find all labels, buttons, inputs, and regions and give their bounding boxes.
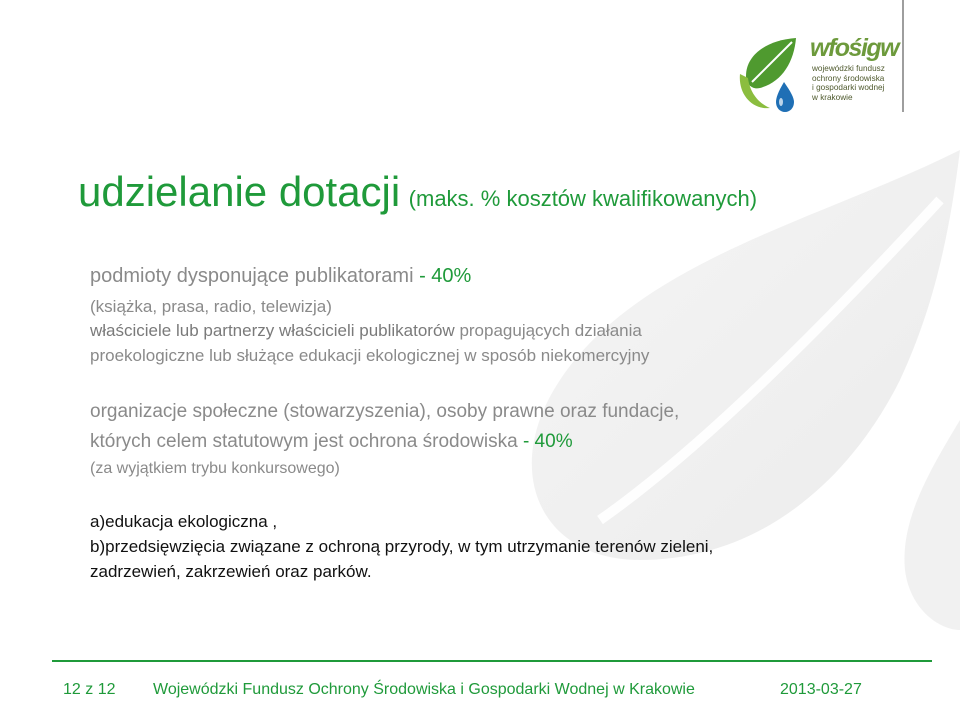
title-main: udzielanie dotacji [78, 168, 401, 215]
slide-title [78, 168, 757, 216]
logo-subtitle [812, 64, 902, 102]
section1-percentage: - 40% [413, 265, 472, 287]
section1-line3-dark: właściciele lub partnerzy właścicieli publikatorów [90, 321, 460, 340]
logo-subtitle-line: w krakowie [812, 92, 853, 102]
logo-subtitle-line: ochrony środowiska [812, 73, 885, 83]
section1-line4: proekologiczne lub służące edukacji ekologicznej w sposób niekomercyjny [90, 346, 650, 365]
footer-divider [52, 660, 932, 662]
footer-date: 2013-03-27 [780, 681, 862, 698]
section3-line1: a)edukacja ekologiczna , [90, 512, 278, 531]
section1-line1-text: podmioty dysponujące publikatorami [90, 265, 414, 287]
leaf-drop-logo-icon [738, 34, 810, 114]
footer-organization: Wojewódzki Fundusz Ochrony Środowiska i Gospodarki Wodnej w Krakowie [153, 681, 695, 698]
section2-line1: organizacje społeczne (stowarzyszenia), osoby prawne oraz fundacje, [90, 401, 680, 422]
footer-page-number: 12 z 12 [63, 681, 116, 698]
logo-divider [902, 0, 904, 112]
section2-line2 [90, 431, 573, 453]
logo-wordmark: wfośigw [810, 34, 899, 62]
section1-line3 [90, 321, 642, 341]
title-subtitle: (maks. % kosztów kwalifikowanych) [408, 186, 758, 211]
section2-line3: (za wyjątkiem trybu konkursowego) [90, 460, 340, 477]
section1-line1 [90, 265, 471, 288]
section1-line2: (książka, prasa, radio, telewizja) [90, 297, 332, 316]
section3-line2: b)przedsięwzięcia związane z ochroną przyrody, w tym utrzymanie terenów zieleni, [90, 537, 714, 556]
section2-line2-text: których celem statutowym jest ochrona środowiska [90, 431, 523, 452]
section3-line3: zadrzewień, zakrzewień oraz parków. [90, 562, 372, 581]
wfosigw-logo [738, 34, 898, 116]
logo-subtitle-line: i gospodarki wodnej [812, 83, 885, 93]
section2-percentage: - 40% [522, 431, 573, 452]
logo-subtitle-line: wojewódzki fundusz [812, 64, 885, 73]
section1-line3-gray: propagujących działania [459, 321, 642, 340]
